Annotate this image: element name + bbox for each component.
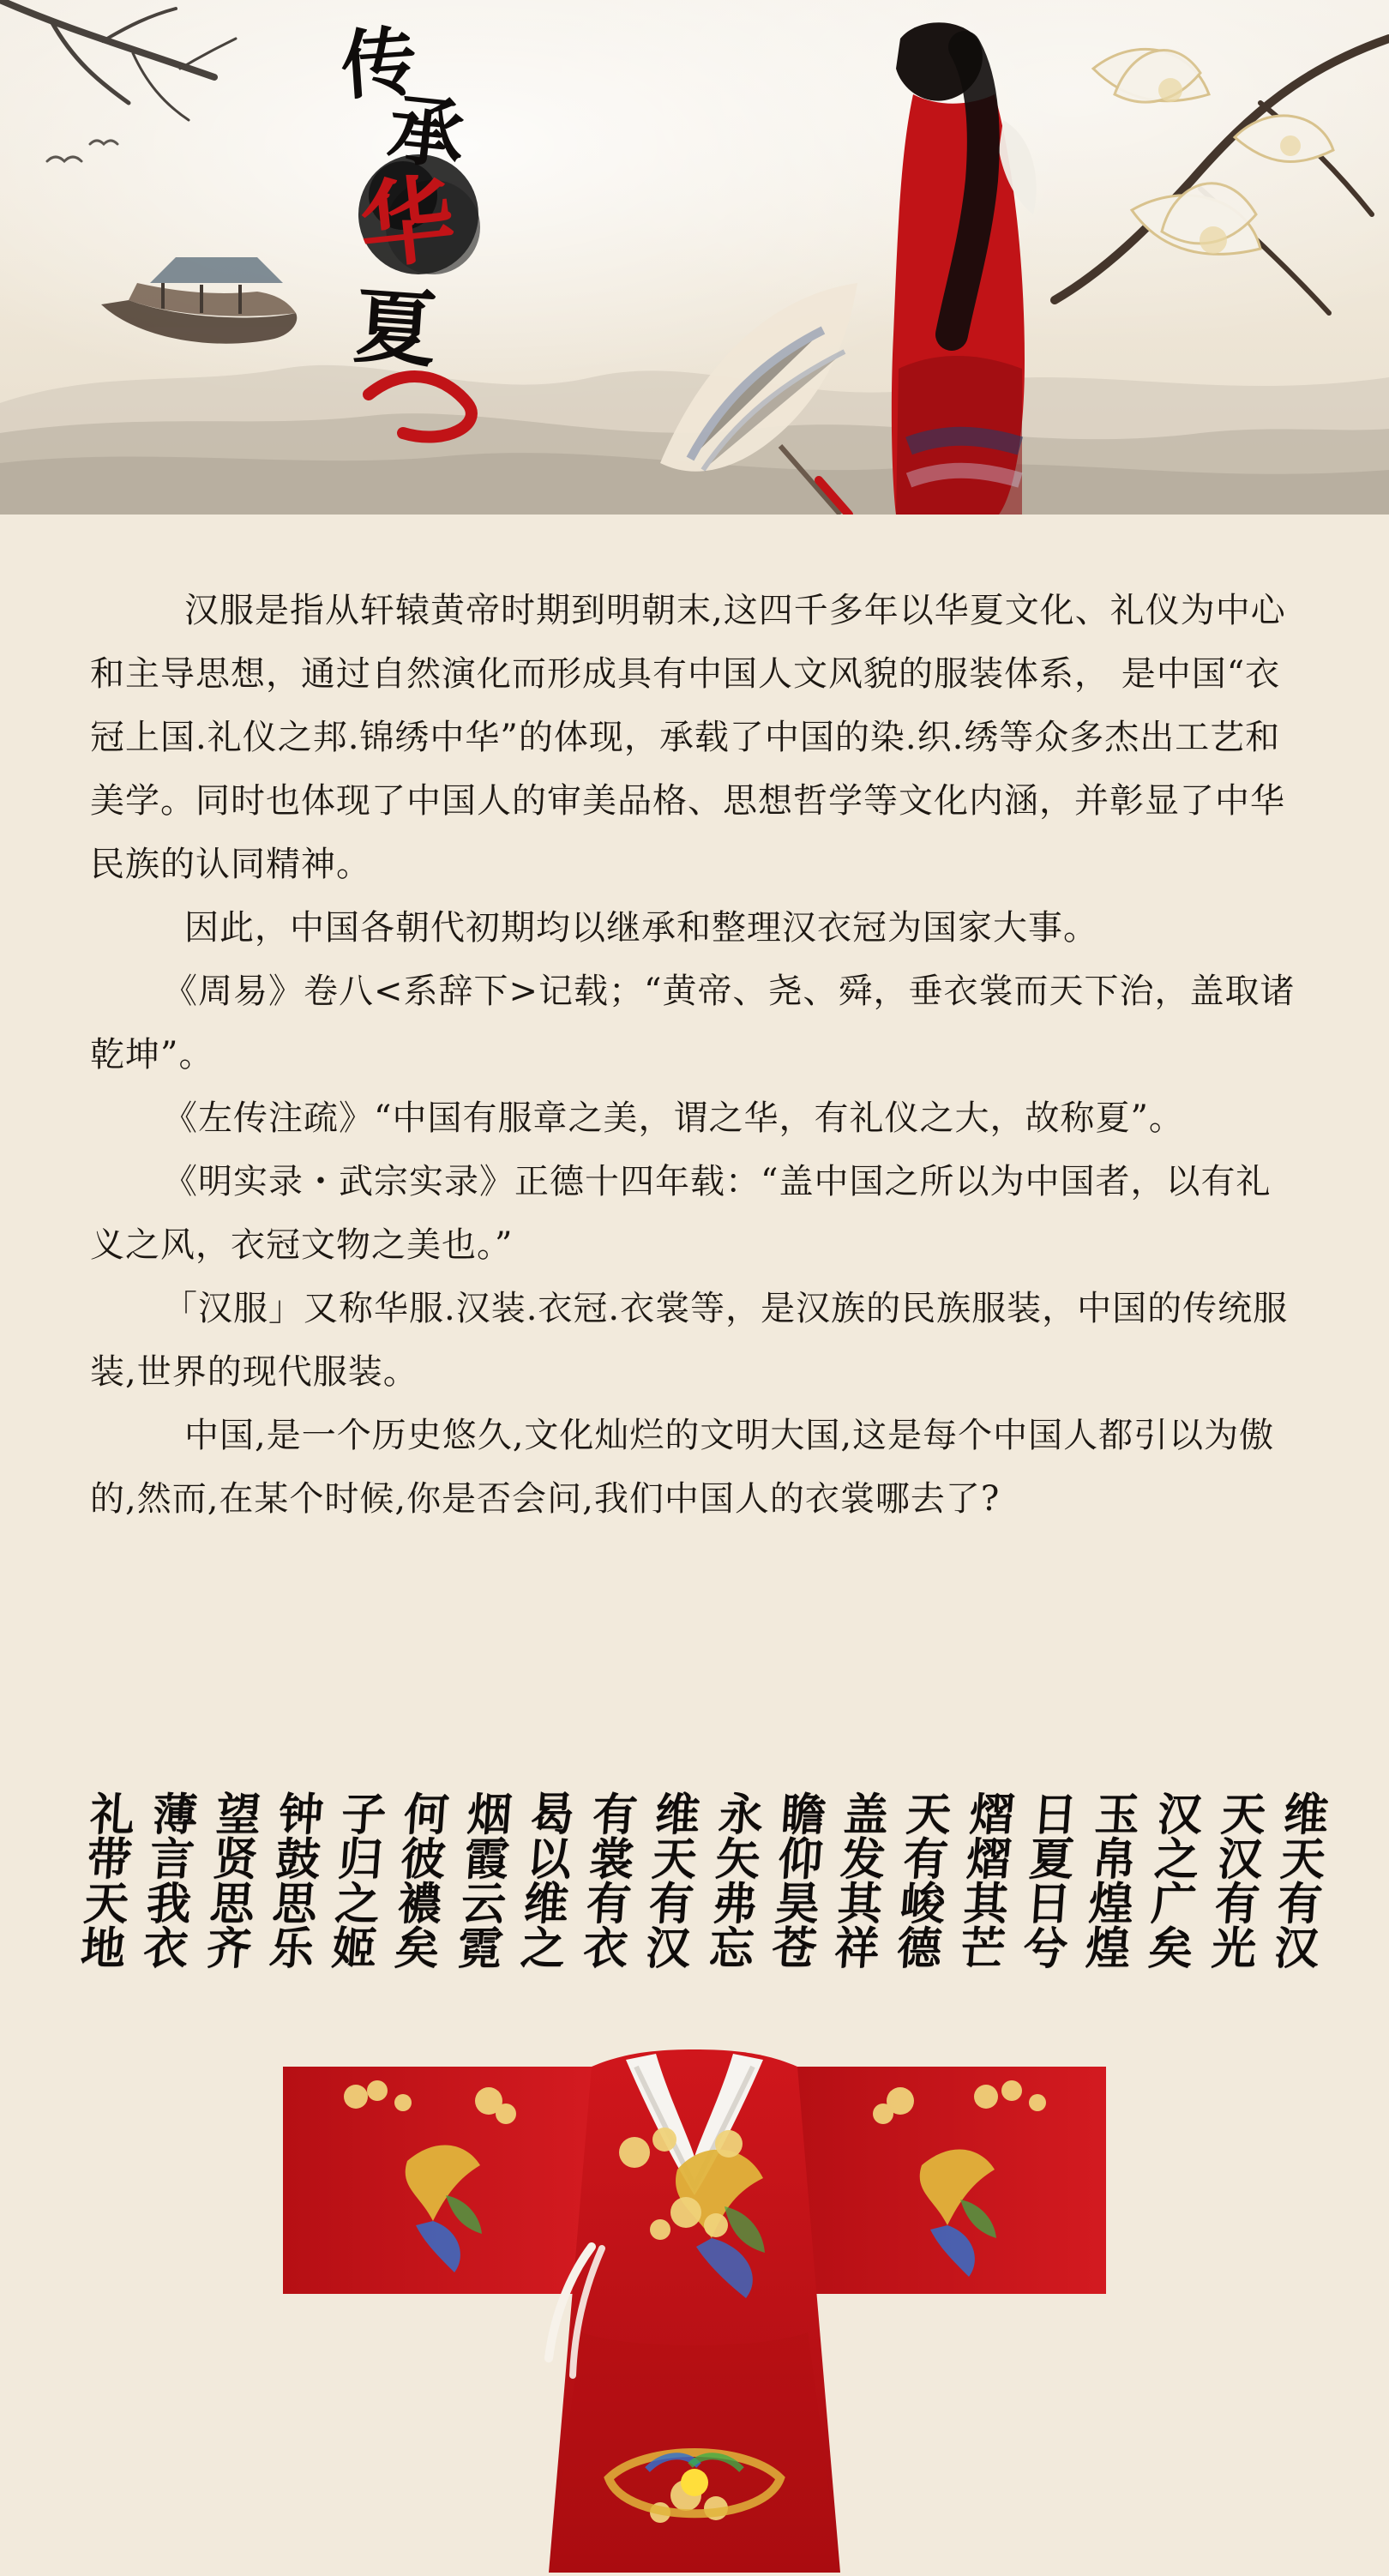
hero-title-char-3: 华 [354,162,460,283]
hero-illustration [0,0,1389,515]
tree-branch-left [0,0,236,120]
calligraphy-column-text: 维天有汉 [636,1791,702,1969]
calligraphy-column-text: 子归之姬 [322,1791,388,1969]
calligraphy-column [509,1791,574,2005]
paragraph-5: 《明实录・武宗实录》正德十四年载：“盖中国之所以为中国者，以有礼义之风，衣冠文物之美也。” [90,1162,1272,1265]
calligraphy-column [384,1791,451,2005]
calligraphy-column-text: 天汉有光 [1201,1791,1267,1969]
calligraphy-column-text: 有裳有衣 [574,1791,639,1969]
calligraphy-column [823,1791,890,2005]
calligraphy-column [447,1791,514,2005]
calligraphy-column [1200,1791,1265,2005]
calligraphy-column-text: 永矢弗忘 [699,1791,765,1969]
calligraphy-column-text: 望贤思齐 [196,1791,262,1969]
calligraphy-column-text: 何彼襛矣 [385,1791,451,1969]
calligraphy-column [698,1791,765,2005]
paragraph-1: 汉服是指从轩辕黄帝时期到明朝末,这四千多年以华夏文化、礼仪为中心和主导思想，通过自然演化而形成具有中国人文风貌的服装体系， 是中国“衣冠上国.礼仪之邦.锦绣中华”的体现，承载了中国的染.织.绣等众多杰出工艺和美学。同时也体现了中国人的审美品格、思想哲学等文化内涵，并彰显了中华民族的认同精神。 [90,591,1286,884]
calligraphy-column-text: 礼带天地 [71,1791,136,1969]
hero-banner [0,0,1389,515]
calligraphy-column [69,1791,134,2005]
birds [47,141,117,161]
calligraphy-column-text: 日夏日兮 [1013,1791,1079,1969]
calligraphy-column-text: 汉之广矣 [1139,1791,1205,1969]
calligraphy-column [258,1791,325,2005]
paragraph-2: 因此，中国各朝代初期均以继承和整理汉衣冠为国家大事。 [184,908,1098,948]
hanfu-robe-illustration [283,2049,1106,2573]
calligraphy-column [572,1791,639,2005]
hero-title-char-1: 传 [338,16,420,111]
calligraphy-column-text: 薄言我衣 [134,1791,199,1969]
calligraphy-column [195,1791,260,2005]
boat [101,257,297,344]
calligraphy-column-text: 维天有汉 [1265,1791,1330,1969]
magnolia-branch [1055,39,1389,313]
calligraphy-column-text: 曷以维之 [511,1791,576,1969]
paragraph-6: 「汉服」又称华服.汉装.衣冠.衣裳等，是汉族的民族服装，中国的传统服装,世界的现代服装。 [90,1289,1289,1392]
calligraphy-column [887,1791,951,2005]
woman-figure [892,22,1037,515]
calligraphy-column [321,1791,388,2005]
calligraphy-column-text: 瞻仰昊苍 [762,1791,827,1969]
calligraphy-column-text: 烟霞云霓 [448,1791,514,1969]
calligraphy-column [949,1791,1016,2005]
calligraphy-column-text: 钟鼓思乐 [259,1791,325,1969]
calligraphy-column-text: 天有峻德 [887,1791,953,1969]
calligraphy-block [71,1791,1330,2005]
paragraph-7: 中国,是一个历史悠久,文化灿烂的文明大国,这是每个中国人都引以为傲的,然而,在某个时候,你是否会问,我们中国人的衣裳哪去了? [90,1416,1275,1519]
calligraphy-column-text: 熠熠其芒 [950,1791,1016,1969]
paragraph-4: 《左传注疏》“中国有服章之美，谓之华，有礼仪之大，故称夏”。 [163,1098,1184,1138]
calligraphy-column-text: 玉帛煌煌 [1076,1791,1141,1969]
hero-title-char-4: 夏 [351,276,440,380]
intro-text [90,579,1303,1531]
calligraphy-column [635,1791,700,2005]
hanfu-robe [283,2049,1106,2573]
calligraphy-column [1138,1791,1205,2005]
calligraphy-column [1263,1791,1330,2005]
hero-title-text [338,16,470,386]
calligraphy-column-text: 盖发其祥 [825,1791,890,1969]
paragraph-3: 《周易》卷八<系辞下>记载；“黄帝、尧、舜，垂衣裳而天下治，盖取诸乾坤”。 [90,972,1296,1074]
calligraphy-column [1074,1791,1139,2005]
calligraphy-column [1012,1791,1079,2005]
hero-title-char-2: 承 [383,83,469,181]
calligraphy-column [761,1791,825,2005]
calligraphy-column [133,1791,197,2005]
